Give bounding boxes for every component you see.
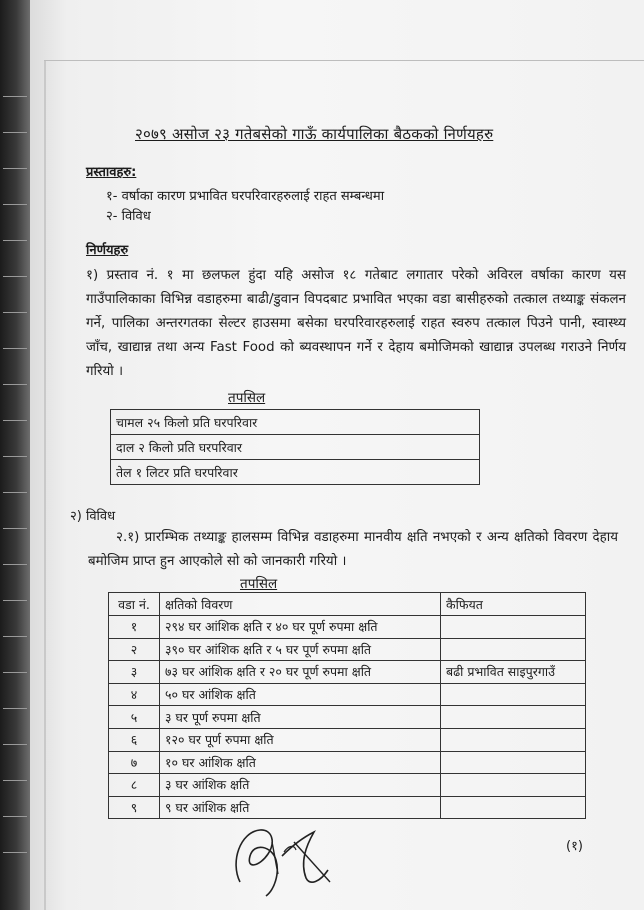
ward-number: ७ [109,751,160,774]
page-number: (१) [566,839,583,854]
remark [441,706,586,729]
ward-number: १ [109,616,160,639]
proposal-item-1: १- वर्षाका कारण प्रभावित घरपरिवारहरुलाई राहत सम्बन्धमा [106,189,385,204]
remark [441,774,586,797]
ward-number: ८ [109,774,160,797]
damage-detail: ३९० घर आंशिक क्षति र ५ घर पूर्ण रुपमा क्षति [160,638,441,661]
damage-detail: १२० घर पूर्ण रुपमा क्षति [160,728,441,751]
table-row [109,661,586,684]
table-row [109,774,586,797]
proposals-heading: प्रस्तावहरु: [86,165,137,180]
table2-title: तपसिल [240,576,278,592]
damage-detail: १० घर आंशिक क्षति [160,751,441,774]
table-row [109,728,586,751]
section2-label: २) विविध [70,509,116,524]
decisions-heading: निर्णयहरु [86,243,129,258]
table-row [109,616,586,639]
damage-detail: ७३ घर आंशिक क्षति र २० घर पूर्ण रुपमा क्षति [160,661,441,684]
table-header-row [109,593,586,616]
document-page [30,0,644,910]
ward-number: ९ [109,796,160,819]
table-row [111,435,480,460]
ward-number: ५ [109,706,160,729]
table-row [111,410,480,435]
col-ward: वडा नं. [109,593,160,616]
page-fold [44,60,46,910]
damage-detail: ९ घर आंशिक क्षति [160,796,441,819]
col-remark: कैफियत [441,593,586,616]
table-row [109,706,586,729]
relief-item-rice: चामल २५ किलो प्रति घरपरिवार [111,410,480,435]
relief-table [110,409,480,485]
damage-detail: ३ घर पूर्ण रुपमा क्षति [160,706,441,729]
proposal-item-2: २- विविध [106,209,151,224]
table-row [109,683,586,706]
relief-item-oil: तेल १ लिटर प्रति घरपरिवार [111,460,480,485]
ward-number: ४ [109,683,160,706]
table-row [109,638,586,661]
damage-detail: २९४ घर आंशिक क्षति र ४० घर पूर्ण रुपमा क्षति [160,616,441,639]
document-title: २०७९ असोज २३ गतेबसेको गाऊँ कार्यपालिका बैठकको निर्णयहरु [135,125,494,143]
remark [441,638,586,661]
binder-edge [0,0,30,910]
remark: बढी प्रभावित साइपुरगाउँ [441,661,586,684]
ward-number: २ [109,638,160,661]
relief-item-lentil: दाल २ किलो प्रति घरपरिवार [111,435,480,460]
remark [441,796,586,819]
page-top-edge [44,60,644,61]
damage-table [108,592,586,819]
ward-number: ६ [109,728,160,751]
damage-detail: ५० घर आंशिक क्षति [160,683,441,706]
remark [441,751,586,774]
remark [441,616,586,639]
table1-title: तपसिल [228,390,266,406]
decision-paragraph-2: २.१) प्रारम्भिक तथ्याङ्क हालसम्म विभिन्न वडाहरुमा मानवीय क्षति नभएको र अन्य क्षतिको विवरण देहाय बमोजिम प्राप्त हुन आएकोले सो को जानकारी गरियो । [88,530,618,569]
ward-number: ३ [109,661,160,684]
damage-detail: ३ घर आंशिक क्षति [160,774,441,797]
remark [441,728,586,751]
col-detail: क्षतिको विवरण [160,593,441,616]
remark [441,683,586,706]
table-row [111,460,480,485]
table-row [109,751,586,774]
signature-image [210,812,350,902]
decision-paragraph-1: १) प्रस्ताव नं. १ मा छलफल हुंदा यहि असोज १८ गतेबाट लगातार परेको अविरल वर्षाका कारण यस गाउँपालिकाका विभिन्न वडाहरुमा बाढी/डुवान विपदबाट प्रभावित भएका वडा बासीहरुको तत्काल तथ्याङ्क संकलन गर्ने, पालिका अन्तरगतका सेल्टर हाउसमा बसेका घरपरिवारहरुलाई राहत स्वरुप तत्काल पिउने पानी, स्वास्थ्य जाँच, खाद्यान्न तथा अन्य Fast Food को ब्यवस्थापन गर्ने र देहाय बमोजिमको खाद्यान्न उपलब्ध गराउने निर्णय गरियो । [86,268,627,379]
